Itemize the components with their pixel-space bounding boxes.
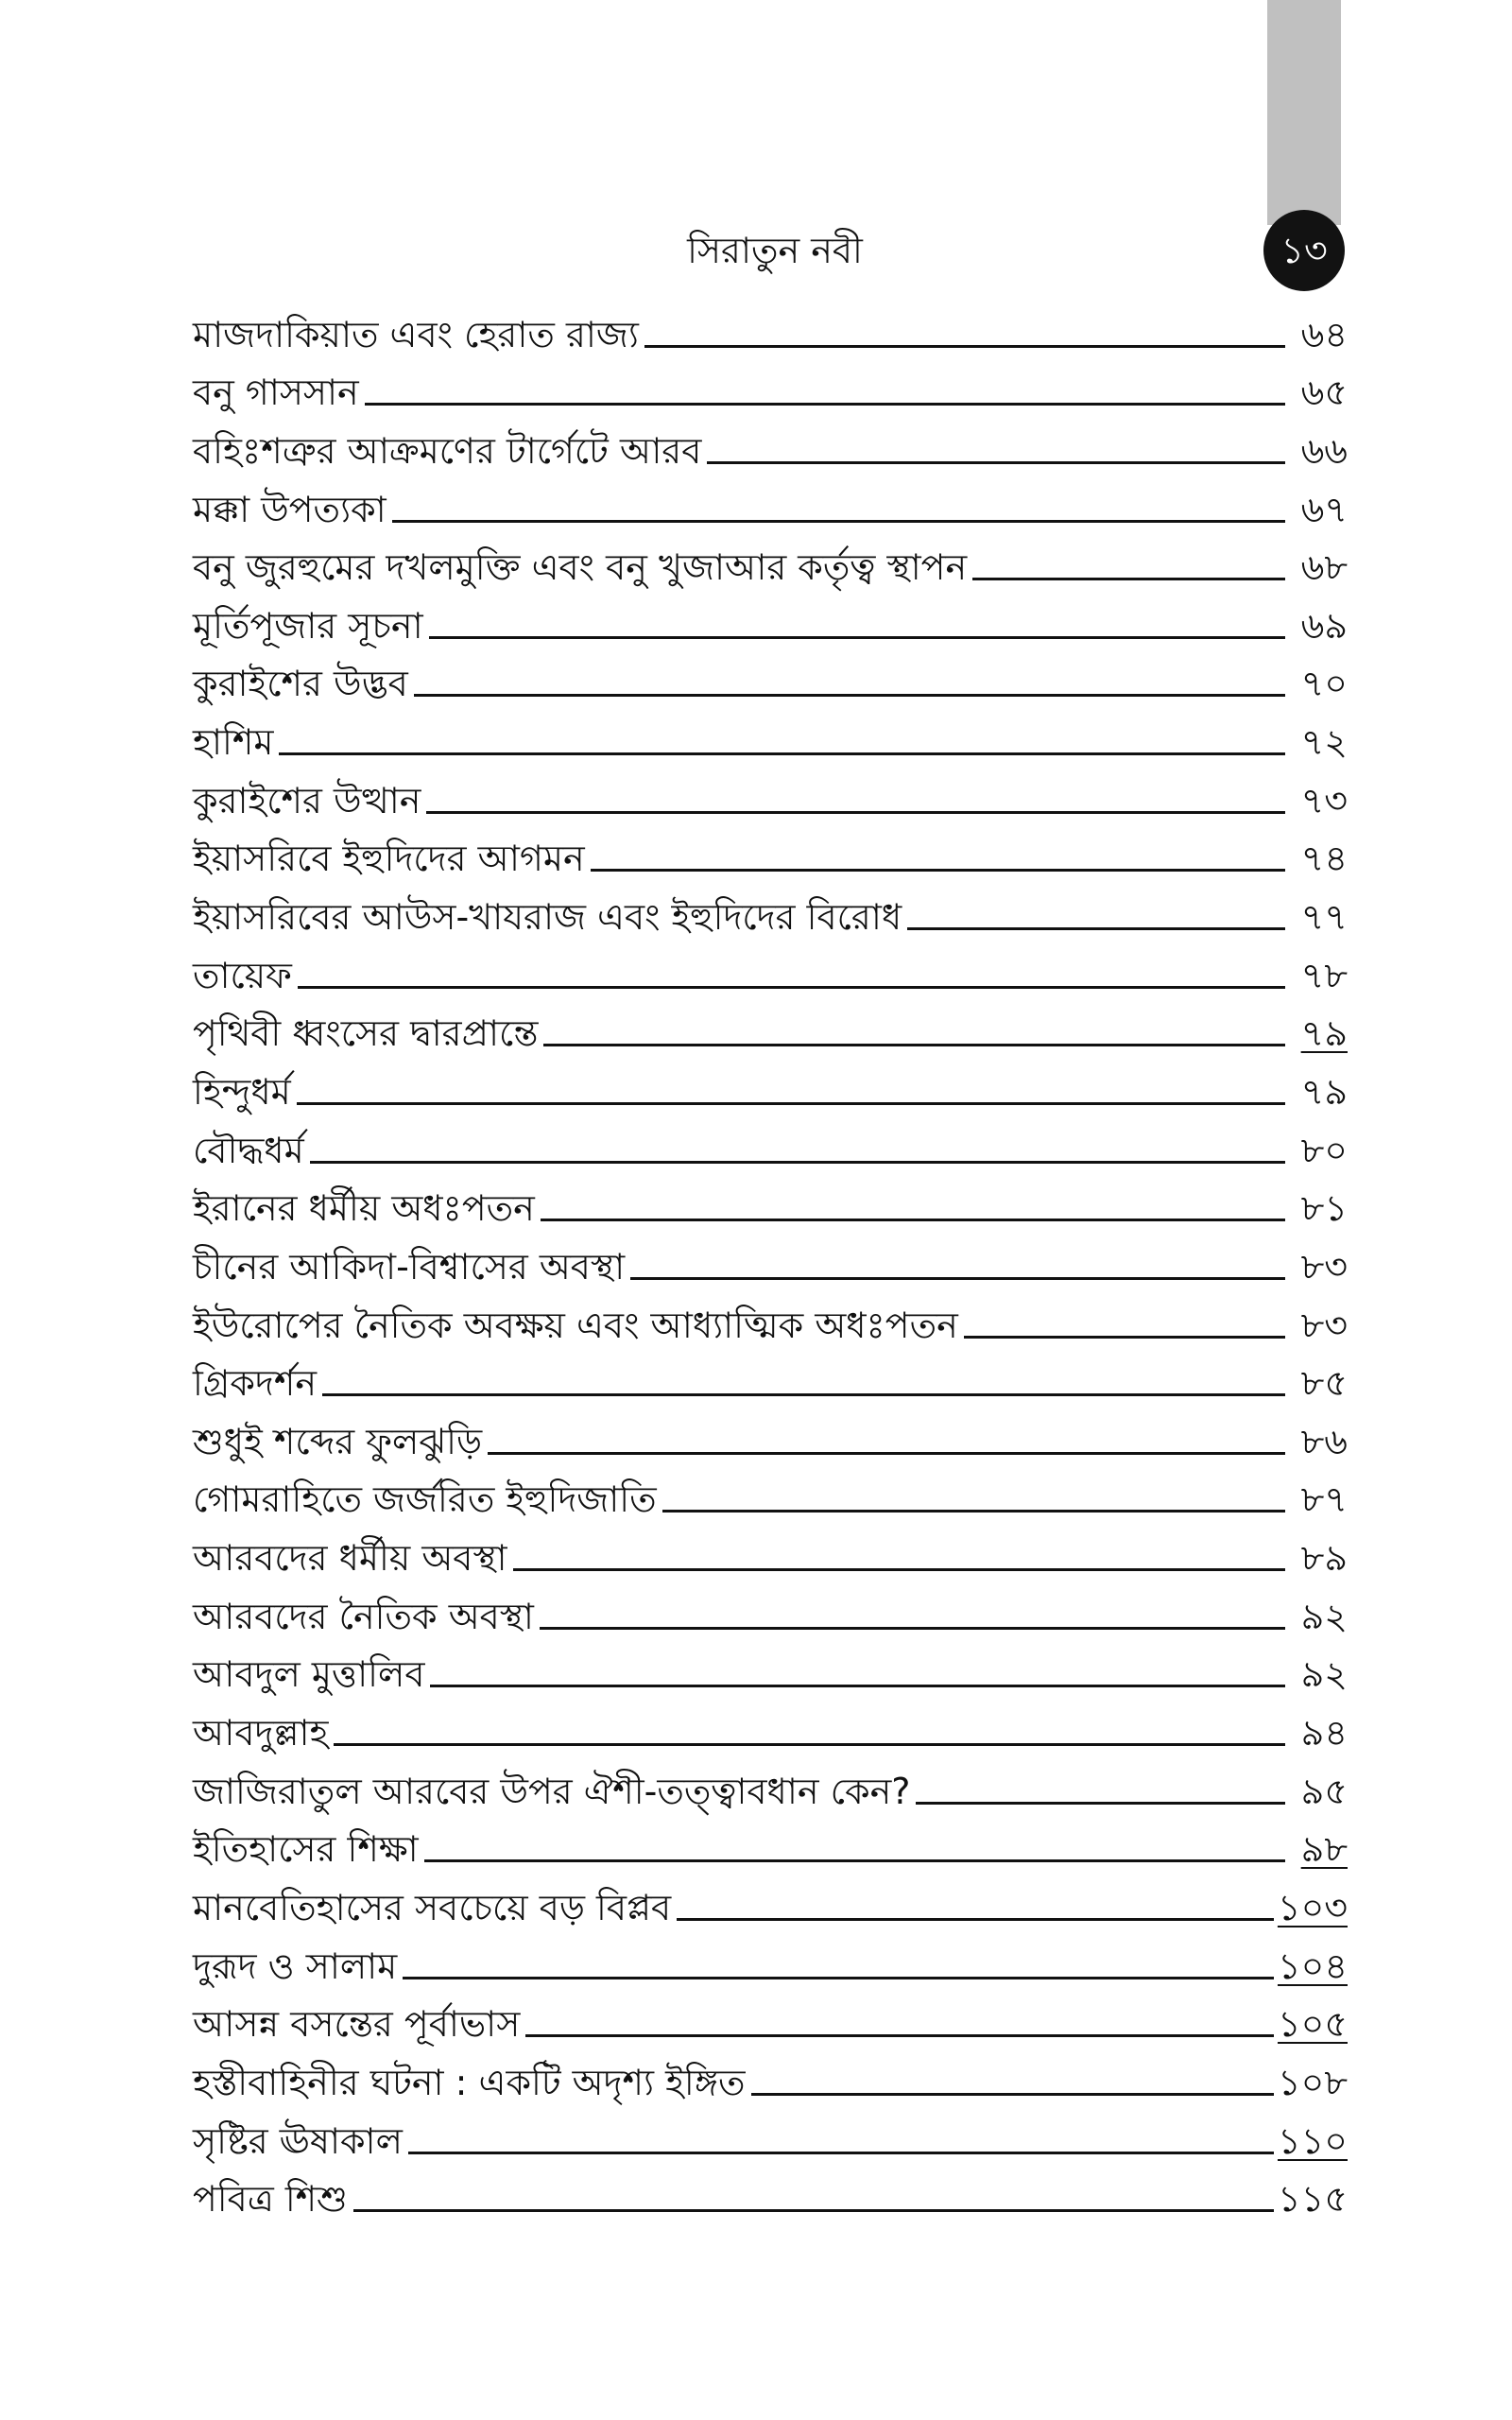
toc-entry (193, 1466, 1348, 1525)
toc-leader-line (916, 1802, 1285, 1805)
toc-entry (193, 1233, 1348, 1291)
toc-entry-page: ৬৬ (1300, 429, 1348, 472)
toc-leader-line (429, 636, 1285, 639)
toc-leader-line (414, 694, 1285, 697)
toc-entry-page: ৭৩ (1300, 779, 1348, 821)
toc-entry (193, 475, 1348, 534)
toc-entry (193, 942, 1348, 1000)
toc-entry (193, 1058, 1348, 1116)
toc-entry-title: ইতিহাসের শিক্ষা (193, 1828, 419, 1871)
toc-entry-title: গোমরাহিতে জর্জরিত ইহুদিজাতি (193, 1478, 657, 1521)
toc-entry-title: বনু জুরহুমের দখলমুক্তি এবং বনু খুজাআর কর্তৃত্ব স্থাপন (193, 546, 968, 589)
toc-entry (193, 2166, 1348, 2224)
toc-entry-title: মক্কা উপত্যকা (193, 488, 387, 530)
toc-entry-title: বনু গাসসান (193, 372, 359, 414)
toc-leader-line (408, 2152, 1274, 2154)
toc-leader-line (525, 2034, 1274, 2037)
toc-entry (193, 359, 1348, 418)
toc-entry-page: ৭২ (1300, 721, 1348, 764)
toc-entry (193, 1816, 1348, 1875)
toc-leader-line (677, 1918, 1274, 1921)
toc-entry (193, 1175, 1348, 1234)
toc-leader-line (513, 1568, 1285, 1571)
toc-entry (193, 301, 1348, 359)
toc-entry-title: হিন্দুধর্ম (193, 1070, 291, 1113)
toc-entry-title: হাশিম (193, 721, 274, 764)
toc-leader-line (365, 403, 1285, 406)
toc-entry-title: হস্তীবাহিনীর ঘটনা : একটি অদৃশ্য ইঙ্গিত (193, 2061, 746, 2103)
toc-leader-line (488, 1452, 1285, 1455)
toc-entry-title: আবদুল্লাহ (193, 1712, 329, 1754)
toc-entry (193, 2048, 1348, 2107)
toc-entry-page: ৬৫ (1300, 372, 1348, 414)
toc-entry (193, 1350, 1348, 1409)
toc-leader-line (751, 2093, 1274, 2096)
toc-entry-page: ৮৩ (1300, 1304, 1348, 1346)
toc-leader-line (334, 1743, 1285, 1746)
toc-entry-title: মূর্তিপূজার সূচনা (193, 604, 423, 647)
toc-leader-line (644, 345, 1285, 348)
toc-entry (193, 767, 1348, 825)
toc-entry-page: ৭০ (1300, 663, 1348, 705)
toc-entry-title: আবদুল মুত্তালিব (193, 1653, 425, 1696)
toc-entry-page: ৮৩ (1300, 1245, 1348, 1288)
toc-entry (193, 650, 1348, 709)
toc-entry-page: ৬৪ (1300, 313, 1348, 355)
toc-entry-title: আসন্ন বসন্তের পূর্বাভাস (193, 2003, 521, 2046)
toc-entry-title: কুরাইশের উত্থান (193, 779, 421, 821)
toc-entry-page: ৬৭ (1300, 488, 1348, 530)
toc-leader-line (392, 520, 1285, 523)
toc-entry (193, 1991, 1348, 2049)
toc-entry (193, 1699, 1348, 1757)
toc-entry-page: ১০৫ (1277, 2003, 1348, 2046)
toc-entry (193, 1932, 1348, 1991)
side-tab (1267, 0, 1341, 225)
toc-entry-title: ইউরোপের নৈতিক অবক্ষয় এবং আধ্যাত্মিক অধঃপতন (193, 1304, 958, 1346)
toc-leader-line (310, 1161, 1285, 1164)
toc-entry-page: ৯৮ (1300, 1828, 1348, 1871)
toc-entry-title: গ্রিকদর্শন (193, 1362, 318, 1405)
toc-leader-line (907, 927, 1285, 930)
toc-entry-title: সৃষ্টির ঊষাকাল (193, 2119, 403, 2162)
toc-entry-page: ৯২ (1300, 1653, 1348, 1696)
toc-entry (193, 1000, 1348, 1059)
toc-entry-title: ইয়াসরিবের আউস-খাযরাজ এবং ইহুদিদের বিরোধ (193, 896, 902, 939)
toc-entry-page: ৬৮ (1300, 546, 1348, 589)
toc-leader-line (424, 1859, 1285, 1862)
running-header: সিরাতুন নবী (687, 230, 863, 271)
toc-leader-line (426, 811, 1285, 814)
toc-entry (193, 534, 1348, 593)
toc-leader-line (298, 986, 1285, 989)
toc-entry-page: ৭৭ (1300, 896, 1348, 939)
toc-entry (193, 708, 1348, 767)
toc-entry (193, 1116, 1348, 1175)
toc-entry-page: ৮৯ (1300, 1537, 1348, 1580)
toc-leader-line (322, 1393, 1285, 1396)
toc-entry-title: ইয়াসরিবে ইহুদিদের আগমন (193, 838, 585, 880)
toc-entry-title: তায়েফ (193, 954, 292, 996)
toc-entry-title: জাজিরাতুল আরবের উপর ঐশী-তত্ত্বাবধান কেন? (193, 1770, 911, 1812)
toc-entry-title: শুধুই শব্দের ফুলঝুড়ি (193, 1420, 483, 1462)
toc-entry (193, 1291, 1348, 1350)
toc-entry-title: পৃথিবী ধ্বংসের দ্বারপ্রান্তে (193, 1012, 539, 1055)
toc-entry-page: ৮৫ (1300, 1362, 1348, 1405)
toc-entry-page: ১০৩ (1277, 1886, 1348, 1928)
toc-entry-title: আরবদের নৈতিক অবস্থা (193, 1595, 534, 1637)
toc-entry-page: ৭৯ (1300, 1070, 1348, 1113)
toc-entry-page: ৮১ (1300, 1187, 1348, 1230)
toc-entry-title: মাজদাকিয়াত এবং হেরাত রাজ্য (193, 313, 639, 355)
toc-entry-title: বৌদ্ধধর্ম (193, 1129, 304, 1171)
toc-entry-page: ৭৮ (1300, 954, 1348, 996)
toc-entry-page: ১১০ (1277, 2119, 1348, 2162)
toc-entry (193, 2107, 1348, 2166)
toc-leader-line (630, 1277, 1285, 1280)
toc-leader-line (403, 1977, 1274, 1979)
toc-entry (193, 1641, 1348, 1700)
toc-entry-title: আরবদের ধর্মীয় অবস্থা (193, 1537, 507, 1580)
toc-entry (193, 1757, 1348, 1816)
toc-entry-page: ৮৬ (1300, 1420, 1348, 1462)
toc-leader-line (297, 1102, 1285, 1105)
toc-leader-line (430, 1685, 1285, 1687)
toc-leader-line (591, 869, 1285, 872)
page-number-badge: ১৩ (1263, 210, 1345, 291)
toc-entry-page: ১০৪ (1277, 1945, 1348, 1987)
toc-entry (193, 417, 1348, 475)
toc-entry (193, 1524, 1348, 1582)
toc-leader-line (662, 1510, 1285, 1512)
toc-leader-line (964, 1336, 1285, 1339)
toc-entry (193, 1874, 1348, 1932)
toc-entry-page: ৭৯ (1300, 1012, 1348, 1055)
toc-entry-page: ৯৫ (1300, 1770, 1348, 1812)
toc-leader-line (972, 578, 1285, 580)
toc-entry-title: ইরানের ধর্মীয় অধঃপতন (193, 1187, 535, 1230)
toc-entry-title: পবিত্র শিশু (193, 2178, 348, 2221)
toc-entry-page: ১১৫ (1278, 2178, 1348, 2221)
toc-entry-page: ১০৮ (1277, 2061, 1348, 2103)
toc-entry (193, 1582, 1348, 1641)
table-of-contents (193, 301, 1348, 2223)
toc-entry-page: ৯২ (1300, 1595, 1348, 1637)
toc-entry-page: ৮৭ (1300, 1478, 1348, 1521)
toc-leader-line (279, 752, 1285, 755)
toc-entry-page: ৭৪ (1300, 838, 1348, 880)
toc-entry-page: ৯৪ (1300, 1712, 1348, 1754)
toc-leader-line (353, 2209, 1274, 2212)
toc-leader-line (707, 461, 1285, 464)
toc-leader-line (540, 1627, 1285, 1630)
toc-entry-page: ৮০ (1300, 1129, 1348, 1171)
toc-entry (193, 592, 1348, 650)
toc-entry-title: মানবেতিহাসের সবচেয়ে বড় বিপ্লব (193, 1886, 672, 1928)
toc-entry-title: দুরূদ ও সালাম (193, 1945, 398, 1987)
toc-leader-line (543, 1044, 1285, 1046)
toc-entry-title: চীনের আকিদা-বিশ্বাসের অবস্থা (193, 1245, 626, 1288)
toc-entry (193, 1408, 1348, 1466)
toc-entry-page: ৬৯ (1300, 604, 1348, 647)
toc-leader-line (541, 1219, 1285, 1221)
toc-entry-title: বহিঃশত্রুর আক্রমণের টার্গেটে আরব (193, 429, 702, 472)
toc-entry (193, 825, 1348, 884)
toc-entry-title: কুরাইশের উদ্ভব (193, 663, 408, 705)
toc-entry (193, 883, 1348, 942)
